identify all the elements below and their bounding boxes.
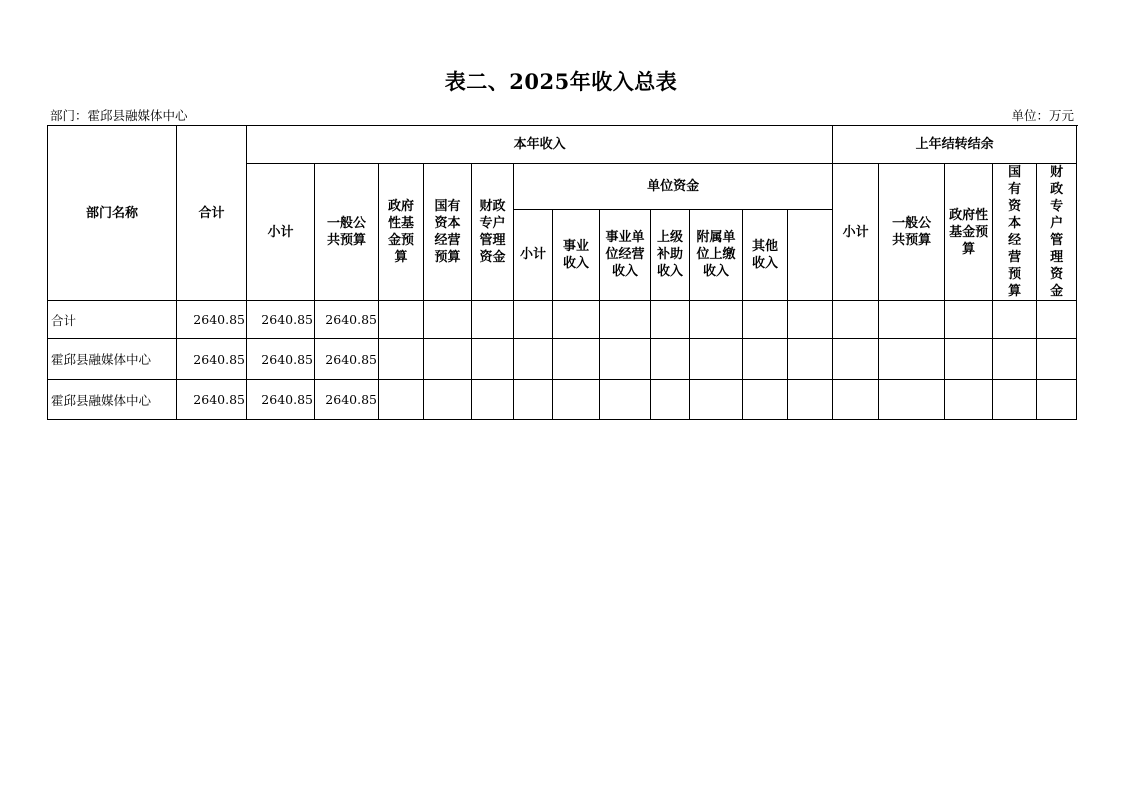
header-other-income: 其他收入 bbox=[743, 209, 788, 300]
header-unit-subtotal: 小计 bbox=[514, 209, 553, 300]
header-ly-general: 一般公共预算 bbox=[879, 164, 945, 301]
header-business-unit-income: 事业单位经营收入 bbox=[600, 209, 651, 300]
row-name: 霍邱县融媒体中心 bbox=[48, 339, 177, 380]
header-fiscal-special: 财政专户管理资金 bbox=[472, 164, 514, 301]
table-row bbox=[48, 339, 1077, 380]
header-ly-state-capital: 国有资本经营预算 bbox=[993, 164, 1037, 301]
header-business-income: 事业收入 bbox=[553, 209, 600, 300]
header-last-year-carryover: 上年结转结余 bbox=[833, 126, 1077, 164]
row-name: 霍邱县融媒体中心 bbox=[48, 380, 177, 420]
header-unit-funds: 单位资金 bbox=[514, 164, 833, 210]
header-dept-name: 部门名称 bbox=[48, 126, 177, 301]
row-general-budget: 2640.85 bbox=[315, 380, 379, 420]
row-name: 合计 bbox=[48, 301, 177, 339]
header-ly-subtotal: 小计 bbox=[833, 164, 879, 301]
row-subtotal: 2640.85 bbox=[247, 380, 315, 420]
header-superior-subsidy: 上级补助收入 bbox=[651, 209, 690, 300]
header-gov-fund: 政府性基金预算 bbox=[379, 164, 424, 301]
header-subtotal: 小计 bbox=[247, 164, 315, 301]
table-row bbox=[48, 301, 1077, 339]
header-state-capital: 国有资本经营预算 bbox=[424, 164, 472, 301]
table-row bbox=[48, 380, 1077, 420]
header-ly-fiscal-special: 财政专户管理资金 bbox=[1037, 164, 1077, 301]
department-label: 部门：霍邱县融媒体中心 bbox=[50, 108, 188, 123]
header-general-budget: 一般公共预算 bbox=[315, 164, 379, 301]
page-title: 表二、2025年收入总表 bbox=[444, 69, 678, 94]
row-general-budget: 2640.85 bbox=[315, 339, 379, 380]
row-total: 2640.85 bbox=[177, 301, 247, 339]
header-current-year-income: 本年收入 bbox=[247, 126, 833, 164]
row-subtotal: 2640.85 bbox=[247, 339, 315, 380]
unit-label: 单位：万元 bbox=[1011, 108, 1074, 123]
header-affiliated-income: 附属单位上缴收入 bbox=[690, 209, 743, 300]
row-general-budget: 2640.85 bbox=[315, 301, 379, 339]
header-ly-gov-fund: 政府性基金预算 bbox=[945, 164, 993, 301]
row-subtotal: 2640.85 bbox=[247, 301, 315, 339]
row-total: 2640.85 bbox=[177, 380, 247, 420]
row-total: 2640.85 bbox=[177, 339, 247, 380]
header-total: 合计 bbox=[177, 126, 247, 301]
income-summary-table bbox=[47, 125, 1077, 420]
